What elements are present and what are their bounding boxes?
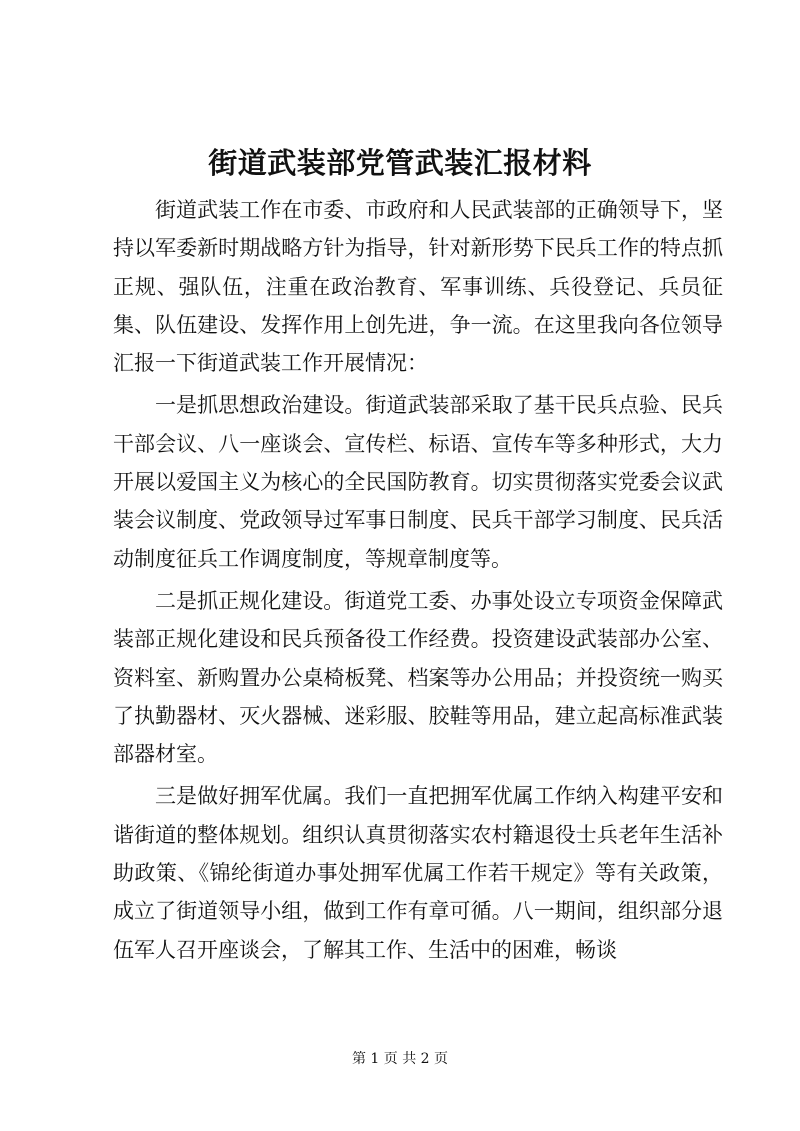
paragraph-standardization: 二是抓正规化建设。街道党工委、办事处设立专项资金保障武装部正规化建设和民兵预备役工作经费。投资建设武装部办公室、资料室、新购置办公桌椅板凳、档案等办公用品；并投资统一购买了执勤器材、灭火器械、迷彩服、胶鞋等用品，建立起高标准武装部器材室。	[113, 588, 723, 767]
document-title: 街道武装部党管武装汇报材料	[208, 146, 592, 180]
paragraph-intro: 街道武装工作在市委、市政府和人民武装部的正确领导下，坚持以军委新时期战略方针为指导，针对新形势下民兵工作的特点抓正规、强队伍，注重在政治教育、军事训练、兵役登记、兵员征集、队伍建设、发挥作用上创先进，争一流。在这里我向各位领导汇报一下街道武装工作开展情况：	[113, 198, 723, 376]
paragraph-political-construction: 一是抓思想政治建设。街道武装部采取了基干民兵点验、民兵干部会议、八一座谈会、宣传栏、标语、宣传车等多种形式，大力开展以爱国主义为核心的全民国防教育。切实贯彻落实党委会议武装会议制度、党政领导过军事日制度、民兵干部学习制度、民兵活动制度征兵工作调度制度，等规章制度等。	[113, 393, 723, 571]
paragraph-support-military: 三是做好拥军优属。我们一直把拥军优属工作纳入构建平安和谐街道的整体规划。组织认真贯彻落实农村籍退役士兵老年生活补助政策、《锦纶街道办事处拥军优属工作若干规定》等有关政策，成立了街道领导小组，做到工作有章可循。八一期间，组织部分退伍军人召开座谈会，了解其工作、生活中的困难，畅谈	[113, 784, 723, 962]
document-body	[113, 191, 723, 973]
page-footer: 第 1 页 共 2 页	[351, 1051, 449, 1067]
